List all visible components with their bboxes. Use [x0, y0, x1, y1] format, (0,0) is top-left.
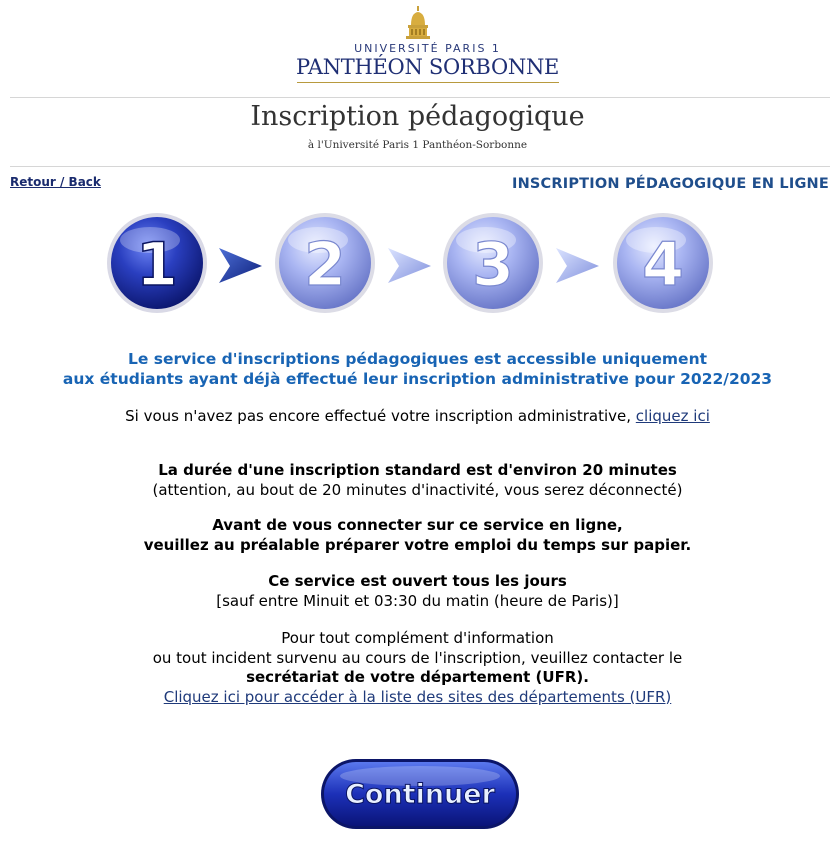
duration-block [0, 461, 835, 500]
step-indicator [0, 210, 835, 320]
admin-registration-link[interactable]: cliquez ici [635, 407, 710, 425]
step-arrow-1-icon [219, 248, 262, 283]
page-subtitle: à l'Université Paris 1 Panthéon-Sorbonne [307, 139, 528, 151]
step-4-label: 4 [642, 230, 684, 300]
step-2-circle [275, 213, 375, 313]
prepare-line2: veuillez au préalable préparer votre emploi du temps sur papier. [143, 535, 692, 554]
contact-line3: secrétariat de votre département (UFR). [246, 668, 589, 686]
admin-registration-text: Si vous n'avez pas encore effectué votre inscription administrative, [125, 407, 636, 425]
step-4-circle [613, 213, 713, 313]
hours-block [0, 572, 835, 611]
continue-button[interactable] [320, 758, 520, 830]
step-3-label: 3 [472, 230, 514, 300]
logo-underline [297, 82, 559, 83]
back-link[interactable]: Retour / Back [10, 175, 101, 189]
contact-block [0, 629, 835, 707]
pantheon-dome-icon [401, 6, 435, 40]
university-logo [0, 6, 835, 83]
continue-button-label: Continuer [345, 779, 495, 810]
step-1-circle [107, 213, 207, 313]
logo-university-name: PANTHÉON SORBONNE [295, 55, 560, 79]
duration-note: (attention, au bout de 20 minutes d'inactivité, vous serez déconnecté) [152, 480, 683, 499]
access-notice [0, 349, 835, 389]
step-arrow-2-icon [388, 248, 431, 283]
step-arrow-3-icon [556, 248, 599, 283]
access-notice-line2: aux étudiants ayant déjà effectué leur inscription administrative pour 2022/2023 [62, 370, 773, 388]
section-title: INSCRIPTION PÉDAGOGIQUE EN LIGNE [511, 176, 829, 192]
hours-heading: Ce service est ouvert tous les jours [268, 572, 567, 590]
step-indicator-graphic [0, 210, 835, 320]
prepare-line1: Avant de vous connecter sur ce service en ligne, [212, 516, 623, 534]
access-notice-line1: Le service d'inscriptions pédagogiques est accessible uniquement [127, 350, 708, 368]
step-2-label: 2 [304, 230, 346, 300]
prepare-block [0, 516, 835, 555]
header-divider-bottom [10, 166, 830, 167]
step-1-label: 1 [136, 230, 178, 300]
page-title: Inscription pédagogique [250, 101, 585, 132]
contact-line2: ou tout incident survenu au cours de l'inscription, veuillez contacter le [152, 648, 683, 667]
admin-registration-notice [0, 406, 835, 426]
header-divider-top [10, 97, 830, 98]
departments-list-link[interactable]: Cliquez ici pour accéder à la liste des sites des départements (UFR) [163, 687, 672, 706]
logo-university-label: UNIVERSITÉ PARIS 1 [354, 42, 501, 55]
step-3-circle [443, 213, 543, 313]
continue-button-graphic [320, 758, 520, 830]
hours-note: [sauf entre Minuit et 03:30 du matin (heure de Paris)] [216, 591, 619, 610]
duration-heading: La durée d'une inscription standard est d'environ 20 minutes [158, 461, 677, 479]
contact-line1: Pour tout complément d'information [281, 629, 554, 647]
